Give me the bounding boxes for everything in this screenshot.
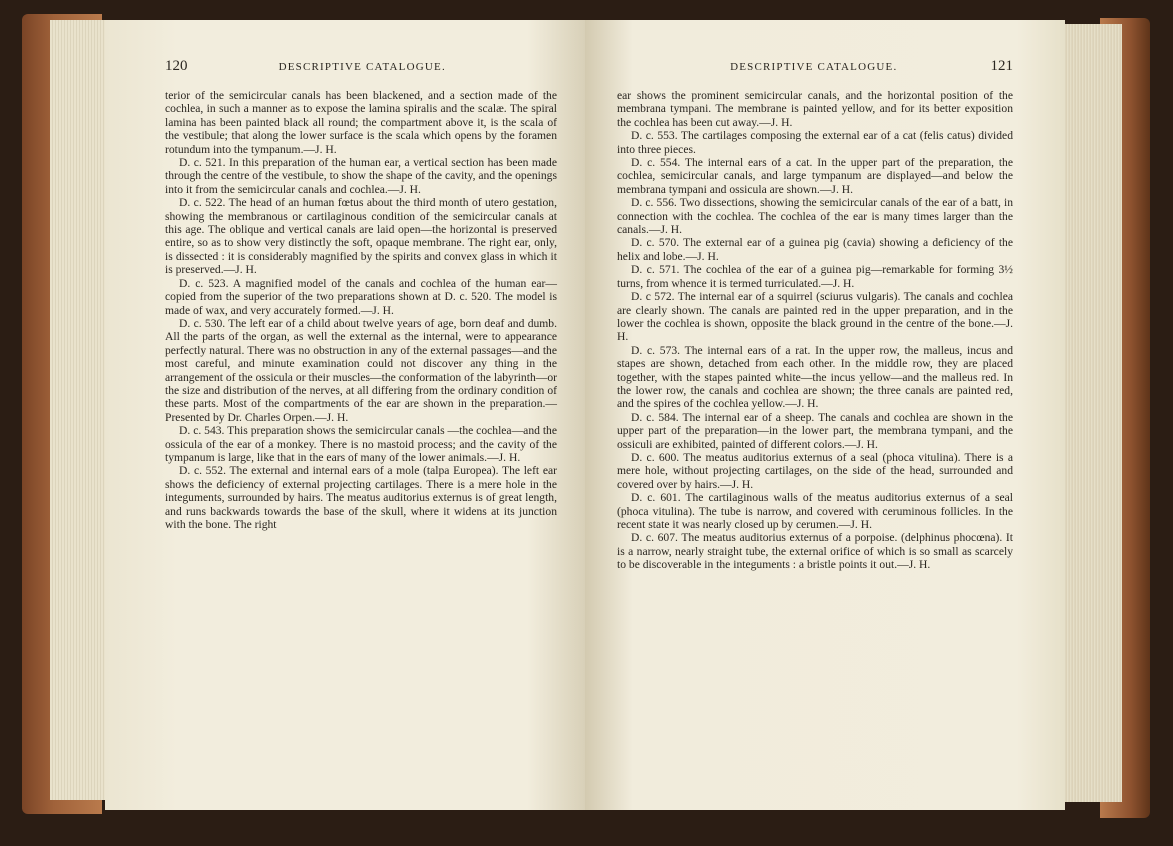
paragraph: D. c. 553. The cartilages composing the external ear of a cat (felis catus) divided into three pieces. (617, 129, 1013, 156)
paragraph: D. c. 522. The head of an human fœtus about the third month of utero gestation, showing the membranous or cartilaginous condition of the semicircular canals at this age. The oblique and vertical canals are laid open—the horizontal is preserved entire, so as to show very distinctly the soft, opaque membrane. The right ear, only, is dissected : it is considerably magnified by the spirits and convex glass in which it is preserved.—J. H. (165, 196, 557, 277)
left-running-head (165, 58, 557, 75)
paragraph: D. c. 521. In this preparation of the human ear, a vertical section has been made through the centre of the vestibule, to show the shape of the cavity, and the openings into it from the semicircular canals and cochlea.—J. H. (165, 156, 557, 196)
paragraph: D. c. 571. The cochlea of the ear of a guinea pig—remarkable for forming 3½ turns, from whence it is termed turriculated.—J. H. (617, 263, 1013, 290)
right-page-text (617, 89, 1013, 572)
paragraph: D. c. 607. The meatus auditorius externus of a porpoise. (delphinus phocœna). It is a narrow, nearly straight tube, the external orifice of which is so small as scarcely to be discoverable in the integuments : a bristle points it out.—J. H. (617, 531, 1013, 572)
paragraph: D. c. 601. The cartilaginous walls of the meatus auditorius externus of a seal (phoca vitulina). The tube is narrow, and covered with ceruminous follicles. In the recent state it was nearly closed up by cerumen.—J. H. (617, 491, 1013, 531)
page-edges-left (50, 20, 110, 800)
paragraph: terior of the semicircular canals has been blackened, and a section made of the cochlea, in such a manner as to expose the lamina spiralis and the scalæ. The spiral lamina has been painted black all round; the compartment above it, is the scala of the vestibule; that along the lower surface is the scala which opens by the foramen rotundum into the tympanum.—J. H. (165, 89, 557, 156)
paragraph: D. c. 600. The meatus auditorius externus of a seal (phoca vitulina). There is a mere hole, without projecting cartilages, on the side of the head, surrounded and covered over by hairs.—J. H. (617, 450, 1013, 491)
paragraph: D. c 572. The internal ear of a squirrel (sciurus vulgaris). The canals and cochlea are clearly shown. The canals are painted red in the upper preparation, and in the lower the cochlea is shown, opposite the black ground in the centre of the bone.—J. H. (617, 290, 1013, 344)
right-running-head (617, 58, 1013, 75)
right-page (585, 20, 1065, 810)
paragraph: D. c. 523. A magnified model of the canals and cochlea of the human ear—copied from the superior of the two preparations shown at D. c. 520. The model is made of wax, and very accurately formed.—J. H. (165, 276, 557, 317)
right-page-number: 121 (990, 58, 1013, 74)
left-page-number: 120 (165, 58, 188, 74)
paragraph: D. c. 530. The left ear of a child about twelve years of age, born deaf and dumb. All the parts of the organ, as well the external as the internal, were to appearance perfectly natural. There was no obstruction in any of the external passages—and the most careful, and minute examination could not discover any thing in the arrangement of the ossicula or their muscles—the conformation of the labyrinth—or the size and distribution of the nerves, at all differing from the ordinary condition of these parts. Most of the compartments of the ear are shown in the preparation.— Presented by Dr. Charles Orpen.—J. H. (165, 316, 557, 424)
paragraph: D. c. 570. The external ear of a guinea pig (cavia) showing a deficiency of the helix and lobe.—J. H. (617, 236, 1013, 263)
paragraph: D. c. 556. Two dissections, showing the semicircular canals of the ear of a batt, in connection with the cochlea. The cochlea of the ear is many times larger than the canals.—J. H. (617, 196, 1013, 237)
page-edges-right (1060, 24, 1122, 802)
paragraph: D. c. 552. The external and internal ears of a mole (talpa Europea). The left ear shows the deficiency of external projecting cartilages. There is a mere hole in the integuments, surrounded by hairs. The meatus auditorius externus is of great length, and runs backwards towards the base of the skull, where it widens at its junction with the bone. The right (165, 464, 557, 531)
left-running-title: DESCRIPTIVE CATALOGUE. (278, 61, 446, 73)
paragraph: ear shows the prominent semicircular canals, and the horizontal position of the membrana tympani. The membrane is painted yellow, and for its better exposition the cochlea has been cut away.—J. H. (617, 89, 1013, 129)
paragraph: D. c. 573. The internal ears of a rat. In the upper row, the malleus, incus and stapes are shown, detached from each other. In the middle row, they are placed together, with the stapes painted white—the incus yellow—and the malleus red. In the lower row, the canals and cochlea are shown; the three canals are painted red, and the spires of the cochlea yellow.—J. H. (617, 343, 1013, 411)
right-running-title: DESCRIPTIVE CATALOGUE. (730, 61, 898, 73)
paragraph: D. c. 554. The internal ears of a cat. In the upper part of the preparation, the cochlea, semicircular canals, and large tympanum are displayed—and below the membrana tympani and ossicula are shown.—J. H. (617, 156, 1013, 196)
left-page (105, 20, 585, 810)
left-page-text (165, 89, 557, 531)
paragraph: D. c. 543. This preparation shows the semicircular canals —the cochlea—and the ossicula of the ear of a monkey. There is no mastoid process; and the cavity of the tympanum is large, like that in the ears of many of the lower animals.—J. H. (165, 424, 557, 464)
paragraph: D. c. 584. The internal ear of a sheep. The canals and cochlea are shown in the upper part of the preparation—in the lower part, the membrana tympani, and the ossiculi are exhibited, painted of different colors.—J. H. (617, 410, 1013, 451)
